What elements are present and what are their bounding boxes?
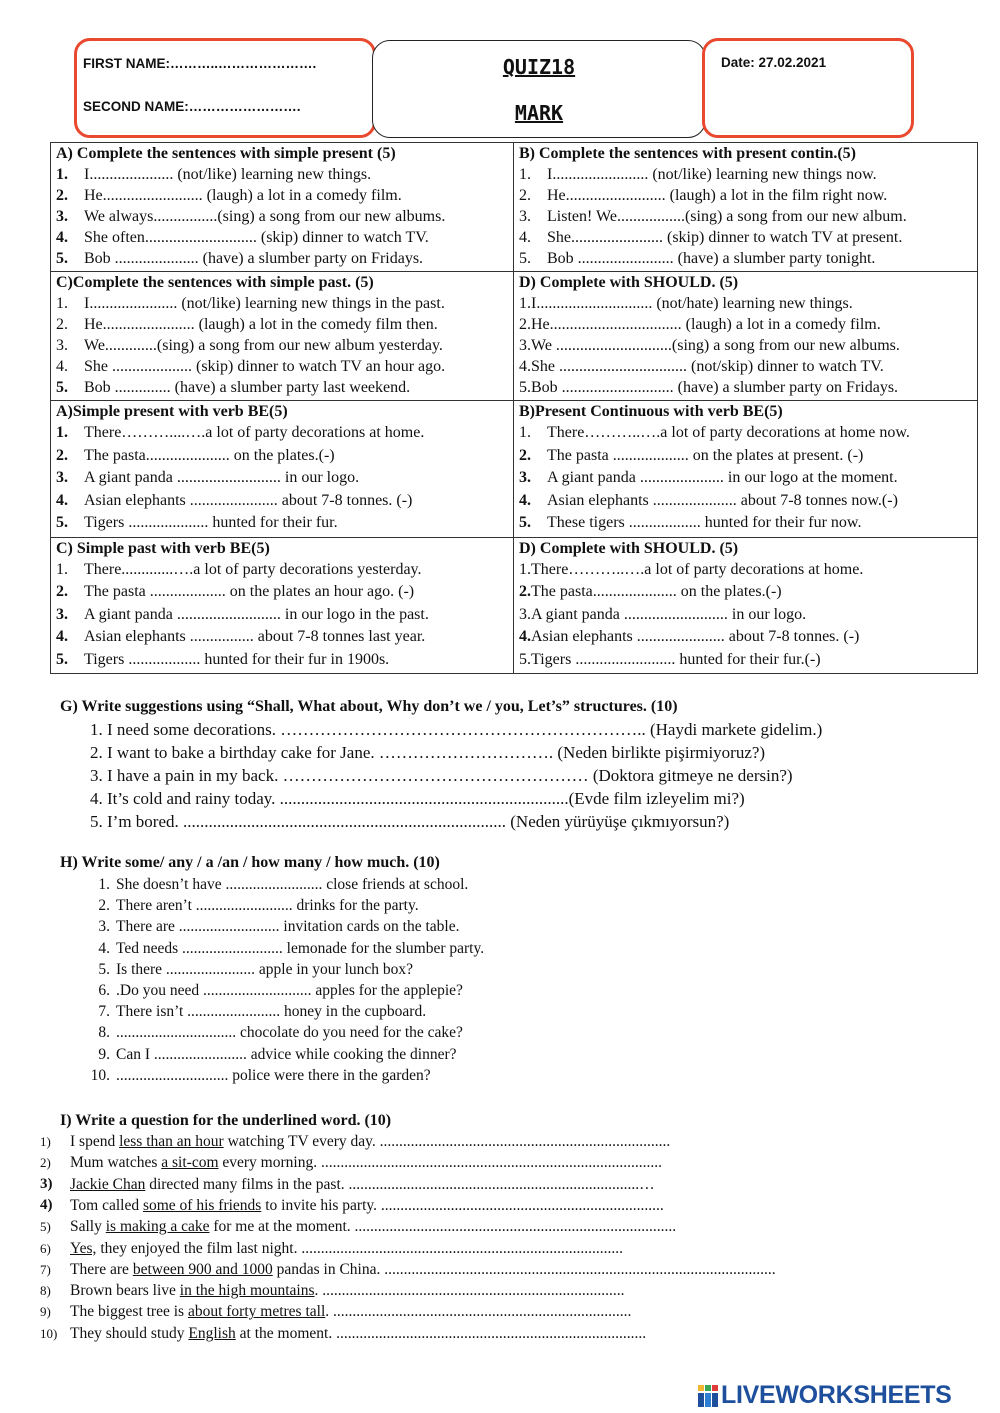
item-text — [70, 1301, 631, 1322]
item-text: Tigers ......................... hunted for their fur.(-) — [531, 650, 821, 668]
item-text: A giant panda .......................... in our logo in the past. — [84, 605, 429, 623]
item-text: She ................................ (not/skip) dinner to watch TV. — [531, 358, 884, 375]
exercise-item[interactable] — [519, 649, 974, 672]
item-number: 1. — [56, 560, 68, 578]
text-after: watching TV every day. ........................................................................... — [223, 1133, 671, 1150]
item-text: Tigers .................. hunted for their fur in 1900s. — [84, 650, 390, 668]
item-number: 3. — [56, 208, 68, 225]
item-number: 2. — [56, 583, 68, 600]
text-after: every morning. ........................................................................................ — [218, 1154, 662, 1172]
fill-item[interactable] — [60, 938, 484, 959]
item-text — [70, 1259, 776, 1280]
exercise-item[interactable] — [56, 445, 510, 468]
exercise-title: C)Complete the sentences with simple past. (5) — [56, 274, 374, 291]
exercise-item[interactable] — [56, 467, 510, 490]
item-number: 1. — [56, 424, 68, 441]
item-text: There are .......................... invitation cards on the table. — [116, 918, 460, 936]
grid-row — [51, 272, 977, 401]
item-number: 8) — [40, 1283, 51, 1299]
underlined-word: Jackie Chan — [70, 1175, 146, 1193]
item-number: 4. — [98, 939, 110, 957]
exercise-cell-left — [51, 272, 514, 400]
item-text: I........................ (not/like) learning new things now. — [547, 166, 877, 183]
fill-item[interactable] — [60, 1001, 484, 1022]
item-text: There………....….a lot of party decorations at home. — [84, 424, 425, 441]
exercise-item[interactable] — [519, 377, 974, 398]
fill-item[interactable] — [60, 1022, 484, 1043]
exercise-item[interactable] — [519, 559, 974, 582]
item-text: The pasta ................... on the plates at present. (-) — [547, 446, 864, 464]
suggestion-item[interactable]: 2. I want to bake a birthday cake for Jane. …………………………. (Neden birlikte pişirmiyoruz?) — [90, 743, 766, 762]
liveworksheets-icon — [697, 1384, 719, 1408]
exercise-item[interactable] — [56, 581, 510, 604]
item-number: 3. — [519, 208, 531, 225]
item-number: 5. — [519, 250, 531, 267]
item-text: Asian elephants ..................... about 7-8 tonnes now.(-) — [547, 491, 898, 509]
item-number: 2. — [56, 187, 68, 204]
item-text: I...................... (not/like) learning new things in the past. — [84, 295, 445, 312]
exercise-cell-left — [51, 143, 514, 271]
fill-item[interactable] — [60, 959, 484, 980]
grid-row — [51, 401, 977, 538]
text-before: Sally — [70, 1218, 106, 1236]
text-before: I spend — [70, 1133, 120, 1150]
exercise-cell-right — [514, 401, 977, 537]
exercise-item[interactable] — [519, 604, 974, 627]
item-number: 2. — [519, 187, 531, 204]
section-h-title: H) Write some/ any / a /an / how many / how much. (10) — [60, 854, 440, 871]
item-number: 3. — [56, 605, 68, 623]
exercise-item[interactable] — [56, 649, 510, 672]
item-number: 5. — [56, 650, 68, 668]
fill-item[interactable] — [60, 874, 484, 895]
section-g-title: G) Write suggestions using “Shall, What about, Why don’t we / you, Let’s” structures. (10) — [60, 698, 678, 715]
item-text: The pasta..................... on the plates.(-) — [531, 583, 782, 600]
suggestion-item[interactable]: 3. I have a pain in my back. ……………………………………………… (Doktora gitmeye ne dersin?) — [90, 766, 793, 785]
exercise-title: D) Complete with SHOULD. (5) — [519, 274, 739, 291]
item-number: 7) — [40, 1261, 51, 1277]
item-number: 1. — [519, 424, 531, 441]
exercise-item[interactable] — [56, 293, 510, 314]
text-after: . .............................................................................. — [314, 1282, 625, 1300]
mark-label: MARK — [514, 101, 564, 125]
underlined-word: in the high mountains — [179, 1282, 315, 1300]
underlined-word: between 900 and 1000 — [132, 1260, 273, 1278]
exercise-grid — [50, 142, 978, 674]
exercise-item[interactable] — [56, 377, 510, 398]
text-before: The biggest tree is — [70, 1303, 188, 1321]
item-text — [70, 1152, 662, 1173]
text-before: Mum watches — [70, 1154, 162, 1172]
quiz-title: QUIZ18 — [502, 55, 576, 79]
exercise-item[interactable] — [519, 445, 974, 468]
item-text: We.............(sing) a song from our new album yesterday. — [84, 337, 443, 354]
item-number: 1. — [519, 295, 531, 312]
fill-item[interactable] — [60, 980, 484, 1001]
fill-item[interactable] — [60, 1065, 484, 1086]
item-text: A giant panda .......................... in our logo. — [531, 605, 807, 623]
item-text: These tigers .................. hunted for their fur now. — [547, 514, 862, 531]
text-after: . ............................................................................. — [325, 1303, 632, 1321]
item-text: He......................... (laugh) a lot in a comedy film. — [84, 187, 402, 204]
item-text: Bob .............. (have) a slumber party last weekend. — [84, 379, 411, 396]
item-number: 3. — [56, 469, 68, 486]
item-text: There.............….a lot of party decorations yesterday. — [84, 560, 422, 578]
item-text: I............................. (not/hate) learning new things. — [531, 295, 853, 312]
item-number: 5. — [56, 250, 68, 267]
text-before: They should study — [70, 1324, 189, 1342]
logo-text: LIVEWORKSHEETS — [721, 1381, 952, 1409]
item-text: Asian elephants ................ about 7-8 tonnes last year. — [84, 628, 426, 645]
item-text: Can I ........................ advice while cooking the dinner? — [116, 1045, 457, 1063]
exercise-item[interactable] — [519, 467, 974, 490]
underlined-word: some of his friends — [142, 1196, 262, 1214]
item-number: 9. — [98, 1045, 110, 1063]
exercise-item[interactable] — [519, 581, 974, 604]
item-number: 5. — [56, 379, 68, 396]
item-text: She .................... (skip) dinner to watch TV an hour ago. — [84, 358, 446, 375]
exercise-title: A)Simple present with verb BE(5) — [56, 403, 288, 420]
underlined-word: is making a cake — [105, 1218, 210, 1236]
exercise-item[interactable] — [519, 512, 974, 535]
exercise-item[interactable] — [56, 626, 510, 649]
underlined-word: less than an hour — [119, 1133, 224, 1150]
item-number: 4. — [519, 229, 531, 246]
item-number: 9) — [40, 1304, 51, 1320]
section-i — [60, 1111, 391, 1131]
item-text — [70, 1195, 664, 1216]
item-text: A giant panda ..................... in our logo at the moment. — [547, 469, 898, 486]
item-text: Bob ..................... (have) a slumber party on Fridays. — [84, 250, 424, 267]
item-number: 3. — [519, 337, 531, 354]
exercise-item[interactable] — [56, 422, 510, 445]
grid-row — [51, 143, 977, 272]
item-text: We always................(sing) a song from our new albums. — [84, 208, 446, 225]
suggestion-item[interactable]: 4. It’s cold and rainy today. ....................................................................(Evde film izleyelim mi?) — [90, 789, 745, 808]
item-number: 3. — [98, 918, 110, 936]
exercise-item[interactable] — [56, 512, 510, 535]
item-text — [70, 1216, 676, 1237]
item-number: 5. — [519, 650, 531, 668]
question-item[interactable] — [40, 1174, 655, 1195]
item-text — [70, 1323, 646, 1344]
exercise-item[interactable] — [56, 227, 510, 248]
text-after: pandas in China. ..................................................................................................... — [272, 1260, 776, 1278]
text-after: for me at the moment. ................................................................................... — [209, 1218, 677, 1236]
item-text: The pasta..................... on the plates.(-) — [84, 446, 335, 464]
item-number: 5. — [98, 960, 110, 978]
item-number: 1) — [40, 1134, 51, 1149]
item-text: He......................... (laugh) a lot in the film right now. — [547, 187, 888, 204]
item-text: We .............................(sing) a song from our new albums. — [531, 337, 900, 354]
item-text — [70, 1280, 625, 1301]
item-text: Is there ....................... apple in your lunch box? — [116, 960, 414, 978]
item-text: She doesn’t have ......................... close friends at school. — [116, 876, 469, 893]
text-before: Brown bears live — [70, 1282, 180, 1300]
text-after: directed many films in the past. ...........................................................................… — [145, 1175, 655, 1193]
question-item[interactable] — [40, 1131, 670, 1152]
date-label: Date: 27.02.2021 — [721, 55, 827, 70]
exercise-cell-left — [51, 538, 514, 674]
item-text: Bob ........................ (have) a slumber party tonight. — [547, 250, 876, 267]
exercise-cell-left — [51, 401, 514, 537]
exercise-cell-right — [514, 538, 977, 674]
item-text: Bob ............................ (have) a slumber party on Fridays. — [531, 379, 899, 396]
fill-item[interactable] — [60, 916, 484, 937]
item-text — [70, 1174, 655, 1195]
suggestion-item[interactable]: 1. I need some decorations. ……………………………………………………….. (Haydi markete gidelim.) — [90, 720, 823, 739]
item-text: She....................... (skip) dinner to watch TV at present. — [547, 229, 903, 246]
item-text: Tigers .................... hunted for their fur. — [84, 514, 338, 531]
item-text — [70, 1131, 670, 1152]
item-number: 1. — [519, 166, 531, 183]
grid-row — [51, 538, 977, 674]
text-before: There are — [70, 1260, 133, 1278]
exercise-item[interactable] — [56, 248, 510, 269]
item-number: 4. — [56, 358, 68, 375]
item-number: 2. — [56, 446, 68, 464]
question-item[interactable] — [40, 1301, 631, 1322]
item-number: 4. — [56, 628, 68, 645]
item-number: 10) — [40, 1325, 58, 1341]
text-after: they enjoyed the film last night. ................................................................................... — [96, 1239, 623, 1257]
item-number: 3. — [519, 605, 531, 623]
exercise-item[interactable] — [519, 422, 974, 445]
item-text: The pasta ................... on the plates an hour ago. (-) — [84, 583, 415, 600]
fill-item[interactable] — [60, 895, 484, 916]
item-number: 3. — [56, 337, 68, 354]
item-number: 2. — [519, 316, 531, 333]
item-number: 4. — [56, 491, 68, 509]
exercise-cell-right — [514, 272, 977, 400]
exercise-item[interactable] — [519, 248, 974, 269]
first-name-field[interactable]: FIRST NAME:………..…………………. — [83, 56, 317, 71]
item-number: 5. — [519, 379, 531, 396]
underlined-word: a sit-com — [161, 1154, 219, 1172]
item-number: 5) — [40, 1219, 51, 1235]
item-text: He....................... (laugh) a lot in the comedy film then. — [84, 316, 438, 333]
item-text: Asian elephants ...................... about 7-8 tonnes. (-) — [84, 491, 413, 509]
section-h — [60, 853, 484, 1086]
question-item[interactable] — [40, 1280, 625, 1301]
item-number: 4. — [519, 628, 531, 645]
item-number: 2) — [40, 1155, 51, 1171]
item-number: 3. — [519, 469, 531, 486]
exercise-item[interactable] — [519, 293, 974, 314]
exercise-item[interactable] — [56, 604, 510, 627]
exercise-item[interactable] — [519, 206, 974, 227]
exercise-item[interactable] — [56, 490, 510, 513]
second-name-field[interactable]: SECOND NAME:……………………. — [83, 99, 301, 114]
item-number: 5. — [56, 514, 68, 531]
exercise-item[interactable] — [56, 356, 510, 377]
item-text: ............................... chocolate do you need for the cake? — [116, 1024, 463, 1042]
question-item[interactable] — [40, 1238, 623, 1259]
item-number: 4. — [519, 358, 531, 375]
item-text: Ted needs .......................... lemonade for the slumber party. — [116, 939, 485, 957]
item-number: 4. — [56, 229, 68, 246]
exercise-item[interactable] — [56, 559, 510, 582]
item-text: ............................. police were there in the garden? — [116, 1066, 431, 1084]
item-text: I..................... (not/like) learning new things. — [84, 166, 372, 183]
liveworksheets-logo[interactable] — [697, 1381, 952, 1410]
suggestion-item[interactable]: 5. I’m bored. ............................................................................ (Neden yürüyüşe çıkmıyorsun?) — [90, 812, 730, 831]
item-text: A giant panda .......................... in our logo. — [84, 469, 360, 486]
section-i-title: I) Write a question for the underlined word. (10) — [60, 1112, 392, 1129]
exercise-title: A) Complete the sentences with simple present (5) — [56, 145, 396, 162]
question-item[interactable] — [40, 1152, 662, 1173]
exercise-item[interactable] — [519, 164, 974, 185]
item-text: He................................. (laugh) a lot in a comedy film. — [531, 316, 881, 333]
item-number: 2. — [519, 583, 531, 600]
item-text — [70, 1238, 623, 1259]
exercise-title: B) Complete the sentences with present contin.(5) — [519, 145, 856, 162]
item-number: 5. — [519, 514, 531, 531]
question-item[interactable] — [40, 1216, 676, 1237]
exercise-item[interactable] — [519, 185, 974, 206]
exercise-item[interactable] — [519, 227, 974, 248]
item-text: .Do you need ............................ apples for the applepie? — [116, 982, 463, 1000]
exercise-item[interactable] — [519, 626, 974, 649]
exercise-cell-right — [514, 143, 977, 271]
item-text: There isn’t ........................ honey in the cupboard. — [116, 1003, 427, 1021]
title-box — [372, 40, 706, 138]
exercise-item[interactable] — [56, 335, 510, 356]
text-after: Tom called — [70, 1196, 143, 1214]
exercise-item[interactable] — [519, 314, 974, 335]
section-g — [60, 697, 822, 833]
item-text: There aren’t ......................... drinks for the party. — [116, 897, 419, 915]
underlined-word: English — [188, 1324, 236, 1342]
item-text: There………..….a lot of party decorations at home. — [531, 560, 864, 578]
question-item[interactable] — [40, 1259, 776, 1280]
item-number: 8. — [98, 1024, 110, 1042]
item-number: 10. — [90, 1066, 110, 1084]
item-number: 1. — [519, 560, 531, 578]
exercise-item[interactable] — [56, 185, 510, 206]
item-number: 3) — [40, 1175, 53, 1192]
exercise-item[interactable] — [56, 164, 510, 185]
item-number: 1. — [56, 166, 68, 183]
exercise-item[interactable] — [56, 314, 510, 335]
exercise-title: C) Simple past with verb BE(5) — [56, 539, 270, 557]
exercise-item[interactable] — [519, 490, 974, 513]
underlined-word: about forty metres tall — [187, 1303, 326, 1321]
item-number: 6. — [98, 982, 110, 1000]
exercise-item[interactable] — [519, 335, 974, 356]
item-number: 2. — [98, 897, 110, 915]
text-after: to invite his party. ......................................................................... — [261, 1196, 664, 1214]
item-number: 6) — [40, 1240, 51, 1256]
exercise-title: D) Complete with SHOULD. (5) — [519, 539, 739, 557]
item-text: Asian elephants ...................... about 7-8 tonnes. (-) — [531, 628, 860, 645]
underlined-word: Yes, — [70, 1239, 97, 1257]
fill-item[interactable] — [60, 1044, 484, 1065]
item-number: 1. — [98, 876, 110, 893]
item-text: She often............................ (skip) dinner to watch TV. — [84, 229, 429, 246]
item-text: There………..….a lot of party decorations at home now. — [547, 424, 910, 441]
item-text: Listen! We.................(sing) a song from our new album. — [547, 208, 907, 225]
exercise-item[interactable] — [519, 356, 974, 377]
item-number: 4) — [40, 1196, 53, 1213]
item-number: 2. — [519, 446, 531, 464]
text-after: at the moment. ................................................................................ — [235, 1324, 647, 1342]
exercise-title: B)Present Continuous with verb BE(5) — [519, 403, 783, 420]
item-number: 1. — [56, 295, 68, 312]
question-item[interactable] — [40, 1323, 646, 1344]
item-number: 7. — [98, 1003, 110, 1021]
exercise-item[interactable] — [56, 206, 510, 227]
item-number: 4. — [519, 491, 531, 509]
question-item[interactable] — [40, 1195, 664, 1216]
date-box — [702, 38, 914, 138]
item-number: 2. — [56, 316, 68, 333]
name-box — [74, 38, 376, 138]
